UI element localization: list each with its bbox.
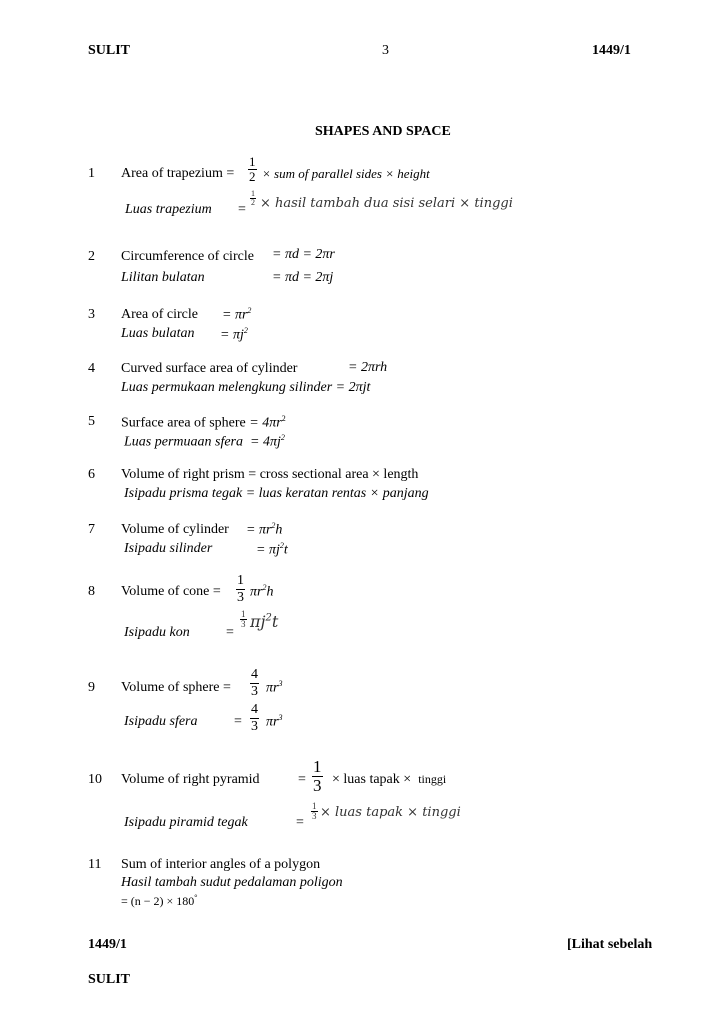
en-label: Curved surface area of cylinder [121, 361, 298, 376]
ms-formula: × hasil tambah dua sisi selari × tinggi [260, 196, 513, 211]
fraction-third-large: $\frac{1}{3}$ [313, 757, 322, 795]
item-number: 5 [88, 414, 95, 429]
section-title: SHAPES AND SPACE [315, 124, 451, 139]
footer-bottom: SULIT [88, 972, 131, 987]
ms-label: Luas permukaan melengkung silinder = 2πjt [121, 380, 371, 395]
en-formula: $\pi r^3$ [266, 679, 283, 696]
en-formula: = 2πrh [348, 360, 388, 375]
en-label: Volume of cylinder [121, 522, 229, 537]
en-label: Area of circle [121, 307, 198, 322]
fraction-four-thirds: $\frac{4}{3}$ [251, 667, 258, 699]
ms-formula: = $\pi j^2$ [220, 326, 248, 343]
ms-formula: × luas tapak × tinggi [320, 805, 461, 820]
footer-left: 1449/1 [88, 937, 127, 952]
en-label: Circumference of circle [121, 249, 254, 264]
equals-sign: = [234, 714, 242, 729]
en-label: Volume of right pyramid [121, 772, 260, 787]
ms-label: Luas trapezium [125, 202, 212, 217]
ms-formula: $\pi j^2t$ [250, 612, 279, 631]
en-formula: $\pi r^2h$ [250, 583, 274, 600]
item-number: 6 [88, 467, 95, 482]
equals-sign: = [238, 202, 246, 217]
ms-label: Isipadu prisma tegak = luas keratan rentas × panjang [124, 486, 429, 501]
item-number: 4 [88, 361, 95, 376]
fraction-third: $\frac{1}{3}$ [237, 573, 244, 605]
en-label: Area of trapezium = [121, 166, 235, 181]
equals-sign: = [226, 625, 234, 640]
item-number: 1 [88, 166, 95, 181]
en-formula: × luas tapak × tinggi [332, 772, 447, 787]
footer-right: [Lihat sebelah [567, 937, 653, 952]
ms-label: Isipadu piramid tegak [124, 815, 248, 830]
en-label: Volume of right prism = cross sectional area × length [121, 467, 419, 482]
en-formula: = πd = 2πr [272, 247, 335, 262]
ms-label: Isipadu sfera [124, 714, 198, 729]
en-label: Sum of interior angles of a polygon [121, 857, 321, 872]
fraction-half-small: $\frac{1}{2}$ [251, 189, 255, 208]
item-number: 7 [88, 522, 95, 537]
ms-formula: = πd = 2πj [272, 270, 334, 285]
fraction-four-thirds: $\frac{4}{3}$ [251, 702, 258, 734]
en-label: Volume of cone = [121, 584, 221, 599]
item-number: 9 [88, 680, 95, 695]
en-label: Surface area of sphere = $4\pi r^2$ [121, 414, 286, 431]
header-right: 1449/1 [592, 43, 631, 58]
item-number: 11 [88, 857, 102, 872]
fraction-third-small: $\frac{1}{3}$ [241, 609, 246, 630]
en-formula: = $\pi r^2$ [222, 306, 252, 323]
en-label: Volume of sphere = [121, 680, 231, 695]
ms-formula: $\pi r^3$ [266, 713, 283, 730]
item-number: 8 [88, 584, 95, 599]
ms-label: Luas bulatan [121, 326, 195, 341]
header-left: SULIT [88, 43, 131, 58]
polygon-formula: = (n − 2) × 180° [121, 893, 198, 908]
ms-label: Isipadu silinder [124, 541, 213, 556]
item-number: 10 [88, 772, 102, 787]
ms-label: Lilitan bulatan [121, 270, 205, 285]
fraction-third-small: $\frac{1}{3}$ [312, 801, 317, 822]
ms-label: Luas permuaan sfera = $4\pi j^2$ [124, 433, 285, 450]
ms-label: Isipadu kon [124, 625, 190, 640]
equals-sign: = [296, 815, 304, 830]
page-number: 3 [382, 43, 389, 58]
item-number: 2 [88, 249, 95, 264]
ms-label: Hasil tambah sudut pedalaman poligon [121, 875, 343, 890]
en-formula: = $\pi r^2h$ [246, 521, 283, 538]
equals-sign: = [298, 772, 306, 787]
en-formula: × sum of parallel sides × height [262, 166, 430, 181]
fraction-half: $\frac{1}{2}$ [249, 154, 256, 184]
item-number: 3 [88, 307, 95, 322]
ms-formula: = $\pi j^2t$ [256, 541, 288, 558]
